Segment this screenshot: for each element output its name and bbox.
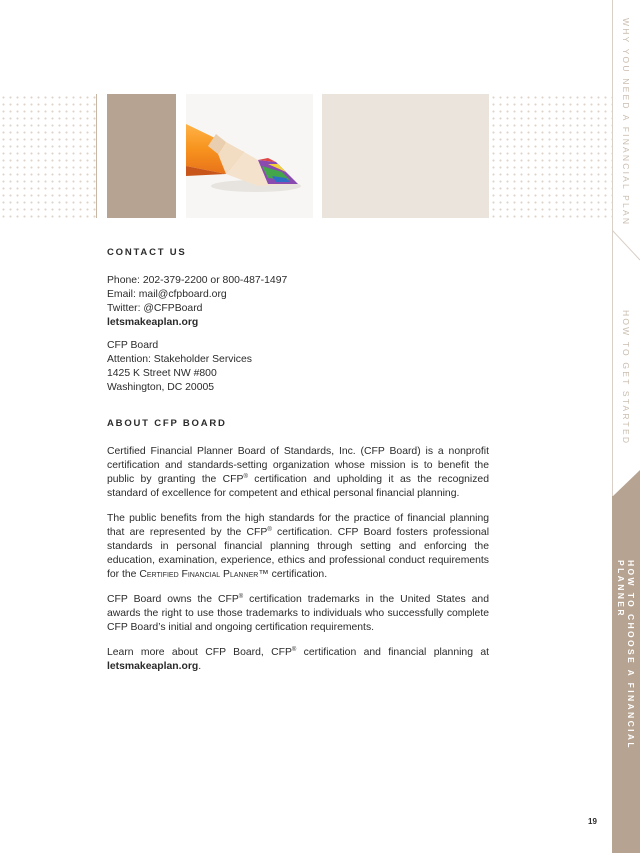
p4-text-b: certification and financial planning at xyxy=(296,647,489,658)
p2-text-c: ™ certification. xyxy=(258,569,328,580)
contact-details xyxy=(107,274,489,330)
page-number: 19 xyxy=(588,817,597,826)
p2-text-b: certification. CFP Board fosters professional standards in personal financial planning through setting and enforcing the education, examination, experience, ethics and professional conduct requirements for the xyxy=(107,527,490,580)
about-website-link[interactable]: letsmakeaplan.org xyxy=(107,661,199,672)
dot-pattern-right xyxy=(490,94,612,218)
about-paragraph-3 xyxy=(107,593,489,635)
p3-text-a: CFP Board owns the CFP xyxy=(107,594,239,605)
p1-text-b: certification and upholding it as the recognized standard of excellence for competent and ethical personal financial planning. xyxy=(107,474,489,499)
about-paragraph-1 xyxy=(107,445,489,501)
sidebar-tab-notch-1 xyxy=(612,230,640,270)
p2-certified-financial-planner: Certified Financial Planner xyxy=(139,569,259,580)
registered-mark: ® xyxy=(238,594,244,600)
address-org: CFP Board xyxy=(107,340,159,351)
tan-color-block xyxy=(107,94,176,218)
contact-email: Email: mail@cfpboard.org xyxy=(107,289,227,300)
address-city: Washington, DC 20005 xyxy=(107,382,215,393)
registered-mark: ® xyxy=(267,527,272,533)
sidebar-tab-get-started[interactable]: HOW TO GET STARTED xyxy=(621,310,631,446)
about-paragraph-4 xyxy=(107,646,489,674)
main-content xyxy=(107,246,489,685)
contact-twitter: Twitter: @CFPBoard xyxy=(107,303,203,314)
contact-website-link[interactable]: letsmakeaplan.org xyxy=(107,317,199,328)
colored-pencil-image xyxy=(186,94,313,218)
p4-text-a: Learn more about CFP Board, CFP xyxy=(107,647,292,658)
divider-line xyxy=(96,94,97,218)
p4-period: . xyxy=(198,661,202,672)
registered-mark: ® xyxy=(243,474,248,480)
p3-text-b: certification trademarks in the United States and awards the right to use those trademarks to individuals who successfully complete CFP Board’s initial and ongoing certification requirements. xyxy=(107,594,489,633)
address-street: 1425 K Street NW #800 xyxy=(107,368,217,379)
sidebar-tab-choose-planner[interactable]: HOW TO CHOOSE A FINANCIAL PLANNER xyxy=(616,560,636,750)
about-heading: ABOUT CFP BOARD xyxy=(107,418,227,429)
sidebar-tab-notch-2 xyxy=(612,470,640,497)
pencil-illustration xyxy=(186,94,313,218)
p2-text-a: The public benefits from the high standards for the practice of financial planning that are represented by the CFP xyxy=(107,513,489,538)
address-attention: Attention: Stakeholder Services xyxy=(107,354,252,365)
registered-mark: ® xyxy=(291,647,297,653)
dot-pattern-left xyxy=(0,94,96,218)
mailing-address xyxy=(107,339,489,395)
contact-phone: Phone: 202-379-2200 or 800-487-1497 xyxy=(107,275,288,286)
sidebar-tab-why-plan[interactable]: WHY YOU NEED A FINANCIAL PLAN xyxy=(621,18,631,227)
contact-heading: CONTACT US xyxy=(107,247,187,258)
p1-text-a: Certified Financial Planner Board of Standards, Inc. (CFP Board) is a nonprofit certification and standards-setting organization whose mission is to benefit the public by granting the CFP xyxy=(107,446,489,485)
beige-color-block xyxy=(322,94,489,218)
about-paragraph-2 xyxy=(107,512,489,582)
